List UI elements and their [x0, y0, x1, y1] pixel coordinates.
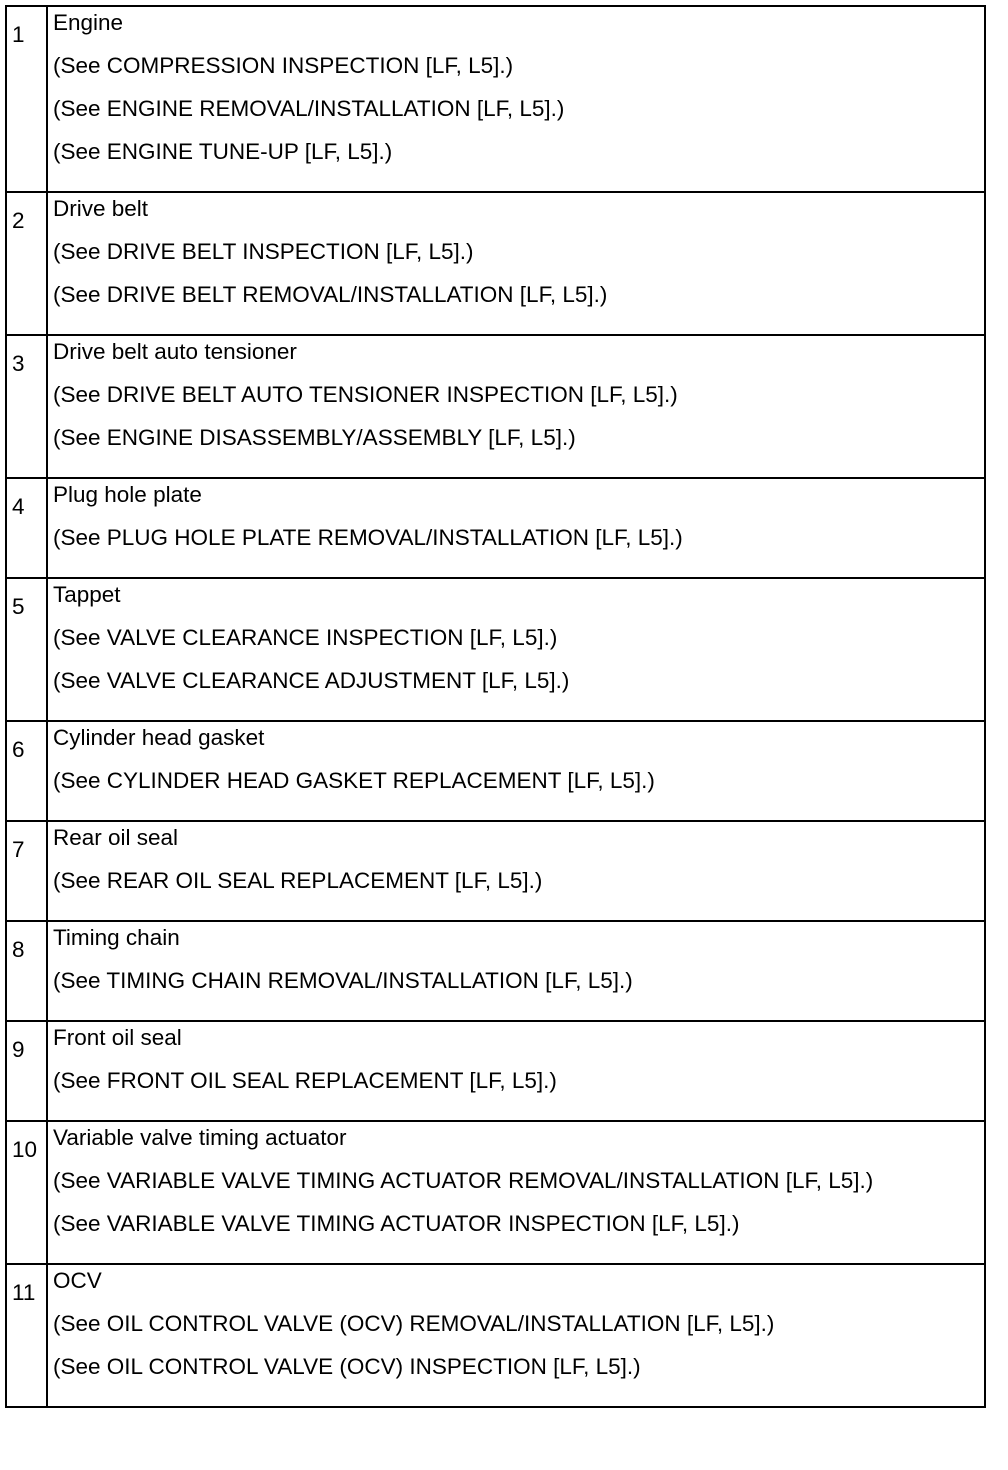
item-description	[47, 578, 985, 721]
item-name: Rear oil seal	[53, 825, 179, 850]
item-number: 5	[6, 578, 47, 721]
item-name: Drive belt auto tensioner	[53, 339, 297, 364]
item-description	[47, 721, 985, 821]
item-name: Engine	[53, 10, 124, 35]
item-name: OCV	[53, 1268, 102, 1293]
reference-link[interactable]: (See OIL CONTROL VALVE (OCV) REMOVAL/INSTALLATION [LF, L5].)	[53, 1311, 775, 1336]
item-description	[47, 1264, 985, 1407]
item-number: 9	[6, 1021, 47, 1121]
table-row	[6, 721, 985, 821]
table-row	[6, 821, 985, 921]
item-number: 4	[6, 478, 47, 578]
table-row	[6, 1121, 985, 1264]
reference-link[interactable]: (See VARIABLE VALVE TIMING ACTUATOR REMOVAL/INSTALLATION [LF, L5].)	[53, 1168, 874, 1193]
table-body	[6, 6, 985, 1407]
reference-link[interactable]: (See FRONT OIL SEAL REPLACEMENT [LF, L5].)	[53, 1068, 557, 1093]
reference-link[interactable]: (See PLUG HOLE PLATE REMOVAL/INSTALLATION [LF, L5].)	[53, 525, 683, 550]
table-row	[6, 6, 985, 192]
item-number: 3	[6, 335, 47, 478]
item-description	[47, 921, 985, 1021]
table-row	[6, 335, 985, 478]
reference-link[interactable]: (See REAR OIL SEAL REPLACEMENT [LF, L5].)	[53, 868, 543, 893]
item-name: Variable valve timing actuator	[53, 1125, 347, 1150]
table-row	[6, 1021, 985, 1121]
item-number: 1	[6, 6, 47, 192]
reference-link[interactable]: (See OIL CONTROL VALVE (OCV) INSPECTION [LF, L5].)	[53, 1354, 641, 1379]
item-name: Drive belt	[53, 196, 149, 221]
reference-link[interactable]: (See VARIABLE VALVE TIMING ACTUATOR INSPECTION [LF, L5].)	[53, 1211, 740, 1236]
table-row	[6, 921, 985, 1021]
table-row	[6, 1264, 985, 1407]
item-description	[47, 192, 985, 335]
table-row	[6, 478, 985, 578]
item-number: 2	[6, 192, 47, 335]
reference-link[interactable]: (See VALVE CLEARANCE INSPECTION [LF, L5].)	[53, 625, 558, 650]
reference-link[interactable]: (See VALVE CLEARANCE ADJUSTMENT [LF, L5].)	[53, 668, 570, 693]
item-name: Tappet	[53, 582, 121, 607]
item-name: Timing chain	[53, 925, 180, 950]
item-description	[47, 478, 985, 578]
reference-link[interactable]: (See ENGINE TUNE-UP [LF, L5].)	[53, 139, 393, 164]
table-row	[6, 192, 985, 335]
item-description	[47, 1021, 985, 1121]
item-name: Front oil seal	[53, 1025, 182, 1050]
item-name: Cylinder head gasket	[53, 725, 265, 750]
reference-link[interactable]: (See DRIVE BELT REMOVAL/INSTALLATION [LF, L5].)	[53, 282, 608, 307]
reference-link[interactable]: (See DRIVE BELT INSPECTION [LF, L5].)	[53, 239, 474, 264]
item-number: 7	[6, 821, 47, 921]
item-description	[47, 1121, 985, 1264]
reference-link[interactable]: (See TIMING CHAIN REMOVAL/INSTALLATION [LF, L5].)	[53, 968, 633, 993]
reference-link[interactable]: (See DRIVE BELT AUTO TENSIONER INSPECTION [LF, L5].)	[53, 382, 678, 407]
reference-link[interactable]: (See ENGINE REMOVAL/INSTALLATION [LF, L5].)	[53, 96, 565, 121]
reference-link[interactable]: (See ENGINE DISASSEMBLY/ASSEMBLY [LF, L5].)	[53, 425, 576, 450]
item-description	[47, 6, 985, 192]
reference-link[interactable]: (See COMPRESSION INSPECTION [LF, L5].)	[53, 53, 514, 78]
item-description	[47, 821, 985, 921]
item-number: 8	[6, 921, 47, 1021]
item-number: 11	[6, 1264, 47, 1407]
item-number: 6	[6, 721, 47, 821]
parts-reference-table	[5, 5, 986, 1408]
item-description	[47, 335, 985, 478]
item-name: Plug hole plate	[53, 482, 202, 507]
reference-link[interactable]: (See CYLINDER HEAD GASKET REPLACEMENT [LF, L5].)	[53, 768, 655, 793]
table-row	[6, 578, 985, 721]
item-number: 10	[6, 1121, 47, 1264]
